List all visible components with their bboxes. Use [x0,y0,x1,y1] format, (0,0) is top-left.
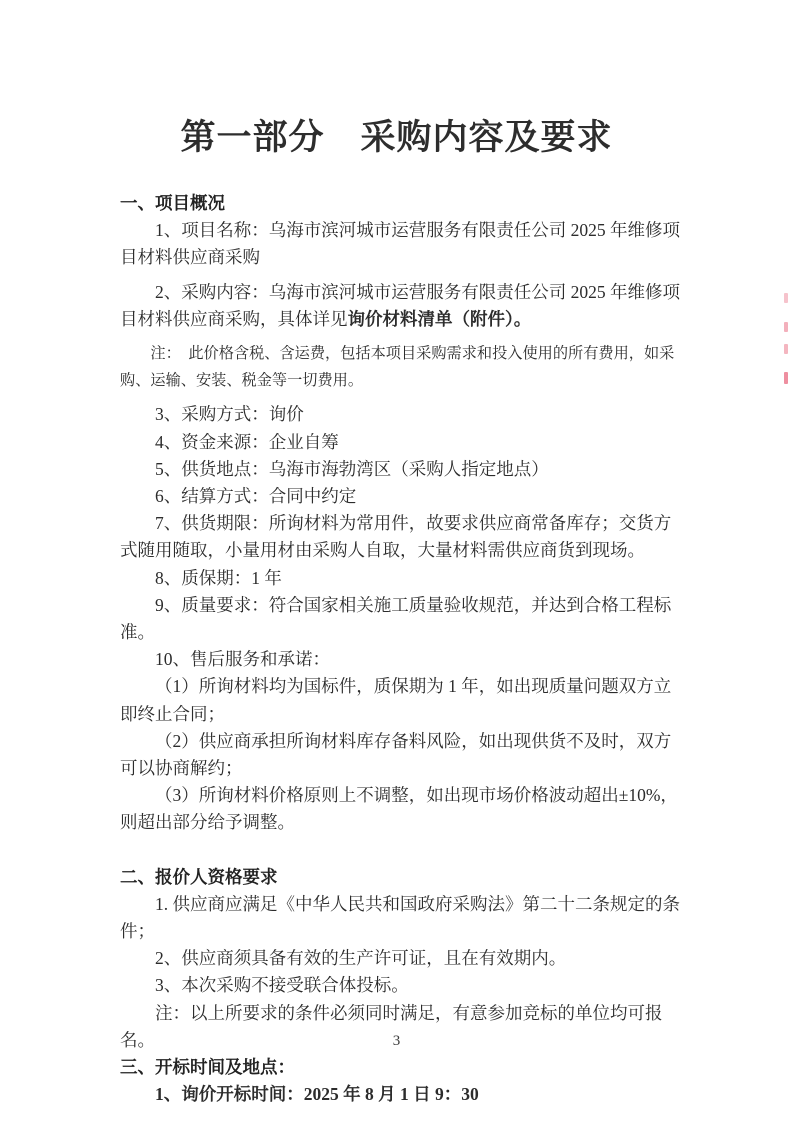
document-title: 第一部分 采购内容及要求 [180,118,613,157]
para-procurement-content-bold: 询价材料清单（附件）。 [347,308,532,329]
section-1-heading: 一、项目概况 [120,193,225,213]
page-number: 3 [392,1033,401,1049]
para-qualification-note: 注：以上所要求的条件必须同时满足，有意参加竞标的单位均可报名。 [120,1002,663,1050]
section-2-heading: 二、报价人资格要求 [120,866,278,887]
para-after-sale-2: （2）供应商承担所询材料库存备料风险，如出现供货不及时，双方可以协商解约； [120,730,672,779]
para-price-note: 注： 此价格含税、含运费，包括本项目采购需求和投入使用的所有费用，如采购、运输、安装、税金等一切费用。 [120,345,675,390]
para-opening-time: 1、询价开标时间：2025 年 8 月 1 日 9：30 [155,1084,479,1105]
para-delivery-place: 5、供货地点：乌海市海勃湾区（采购人指定地点） [155,458,549,479]
para-procurement-method: 3、采购方式：询价 [155,404,304,425]
para-quality-requirement: 9、质量要求：符合国家相关施工质量验收规范，并达到合格工程标准。 [120,594,672,643]
para-warranty: 8、质保期：1 年 [155,567,282,588]
para-after-sale-heading: 10、售后服务和承诺： [155,649,330,670]
para-fund-source: 4、资金来源：企业自筹 [155,431,339,452]
para-procurement-content [120,279,680,333]
document-body [120,190,680,1109]
red-edge-mark [784,322,788,332]
red-edge-mark [784,344,788,354]
para-supply-period: 7、供货期限：所询材料为常用件，故要求供应商常备库存；交货方式随用随取，小量用材由采购人自取，大量材料需供应商货到现场。 [120,513,672,561]
para-qualification-1: 1. 供应商应满足《中华人民共和国政府采购法》第二十二条规定的条件； [120,893,680,942]
para-qualification-3: 3、本次采购不接受联合体投标。 [155,975,409,996]
para-procurement-content-text: 2、采购内容：乌海市滨河城市运营服务有限责任公司 2025 年维修项目材料供应商采购，具体详见 [120,281,680,329]
para-after-sale-3: （3）所询材料价格原则上不调整，如出现市场价格波动超出±10%，则超出部分给予调整。 [120,785,678,833]
red-edge-mark [784,372,788,384]
para-qualification-2: 2、供应商须具备有效的生产许可证，且在有效期内。 [155,948,567,969]
section-3-heading: 三、开标时间及地点： [120,1057,295,1078]
para-settlement-method: 6、结算方式：合同中约定 [155,486,357,507]
para-after-sale-1: （1）所询材料均为国标件，质保期为 1 年，如出现质量问题双方立即终止合同； [120,676,672,724]
para-project-name: 1、项目名称：乌海市滨河城市运营服务有限责任公司 2025 年维修项目材料供应商采购 [120,220,680,268]
red-edge-mark [784,293,788,303]
